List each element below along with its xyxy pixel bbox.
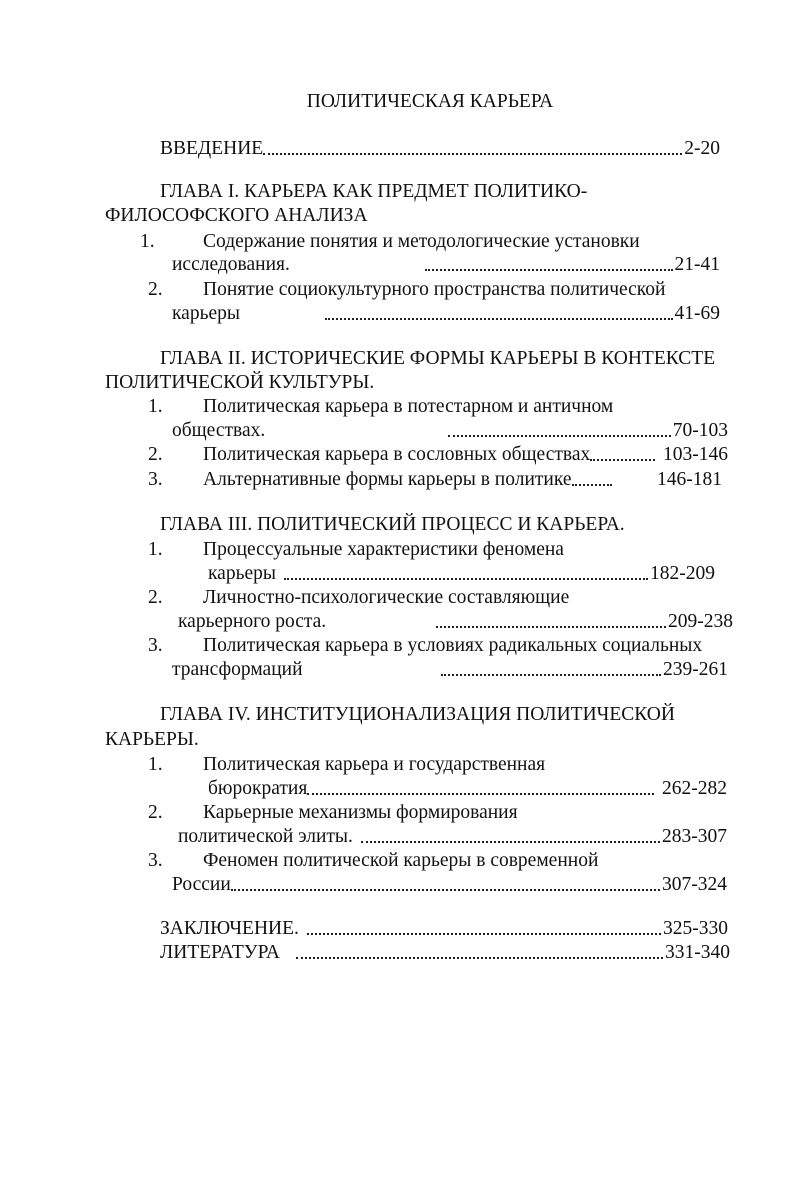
- section-num: 1.: [140, 231, 155, 252]
- entry-pages: 307-324: [662, 874, 727, 895]
- section-title: России: [172, 874, 231, 895]
- section-num: 2.: [148, 802, 163, 823]
- section-num: 1.: [148, 754, 163, 775]
- entry-label: ЛИТЕРАТУРА: [160, 942, 280, 963]
- chapter-title: ГЛАВА IV. ИНСТИТУЦИОНАЛИЗАЦИЯ ПОЛИТИЧЕСКОЙ: [160, 704, 675, 725]
- entry-pages: 146-181: [657, 469, 722, 490]
- chapter-title: ГЛАВА III. ПОЛИТИЧЕСКИЙ ПРОЦЕСС И КАРЬЕРА.: [160, 514, 625, 535]
- entry-pages: 209-238: [668, 611, 733, 632]
- section-title: Понятие социокультурного пространства политической: [203, 279, 666, 300]
- section-num: 2.: [148, 279, 163, 300]
- dot-leader: [284, 578, 648, 580]
- section-title: Политическая карьера в потестарном и античном: [203, 396, 614, 417]
- entry-pages: 331-340: [665, 942, 730, 963]
- dot-leader: [448, 435, 671, 437]
- section-title: карьерного роста.: [178, 611, 327, 632]
- toc-entry: [172, 302, 720, 326]
- toc-entry-intro: [160, 137, 720, 161]
- chapter-title: ГЛАВА II. ИСТОРИЧЕСКИЕ ФОРМЫ КАРЬЕРЫ В КОНТЕКСТЕ: [160, 348, 716, 369]
- entry-label: ЗАКЛЮЧЕНИЕ.: [160, 918, 299, 939]
- dot-leader: [325, 318, 673, 320]
- section-title: карьеры: [172, 303, 240, 324]
- section-num: 1.: [148, 539, 163, 560]
- section-title: политической элиты.: [178, 826, 353, 847]
- entry-pages: 41-69: [674, 303, 720, 324]
- toc-entry: [208, 562, 715, 586]
- toc-entry: [172, 658, 728, 682]
- entry-pages: 182-209: [650, 563, 715, 584]
- section-title: исследования.: [172, 254, 290, 275]
- dot-leader: [263, 153, 682, 155]
- section-title: Феномен политической карьеры в современной: [203, 850, 599, 871]
- toc-entry: [172, 419, 728, 443]
- entry-pages: 103-146: [663, 444, 728, 465]
- dot-leader: [436, 626, 666, 628]
- dot-leader: [231, 889, 660, 891]
- entry-pages: 262-282: [662, 778, 727, 799]
- section-title: обществах.: [172, 420, 266, 441]
- toc-entry: [178, 610, 733, 634]
- entry-label: ВВЕДЕНИЕ: [160, 138, 264, 159]
- chapter-title: КАРЬЕРЫ.: [105, 729, 199, 750]
- dot-leader: [590, 459, 655, 461]
- dot-leader: [307, 933, 661, 935]
- chapter-title: ГЛАВА I. КАРЬЕРА КАК ПРЕДМЕТ ПОЛИТИКО-: [160, 181, 588, 202]
- chapter-title: ФИЛОСОФСКОГО АНАЛИЗА: [105, 205, 368, 226]
- toc-entry: [178, 825, 727, 849]
- section-num: 3.: [148, 469, 163, 490]
- toc-entry-literature: [160, 941, 730, 965]
- section-title: Карьерные механизмы формирования: [203, 802, 518, 823]
- toc-entry: [203, 443, 728, 467]
- entry-pages: 239-261: [663, 659, 728, 680]
- section-title: бюрократия: [208, 778, 308, 799]
- section-title: Альтернативные формы карьеры в политике: [203, 469, 572, 490]
- page-title: ПОЛИТИЧЕСКАЯ КАРЬЕРА: [306, 91, 554, 112]
- toc-entry: [172, 253, 720, 277]
- section-num: 1.: [148, 396, 163, 417]
- section-num: 3.: [148, 850, 163, 871]
- dot-leader: [296, 957, 663, 959]
- section-title: карьеры: [208, 563, 276, 584]
- toc-entry-conclusion: [160, 917, 728, 941]
- section-title: Политическая карьера в сословных обществах: [203, 444, 591, 465]
- dot-leader: [361, 841, 660, 843]
- toc-entry: [208, 777, 727, 801]
- section-num: 3.: [148, 635, 163, 656]
- section-title: Содержание понятия и методологические установки: [203, 231, 640, 252]
- dot-leader: [425, 269, 673, 271]
- toc-entry: [172, 873, 727, 897]
- section-title: трансформаций: [172, 659, 303, 680]
- dot-leader: [572, 484, 612, 486]
- dot-leader: [307, 793, 654, 795]
- section-num: 2.: [148, 587, 163, 608]
- entry-pages: 283-307: [662, 826, 727, 847]
- section-title: Личностно-психологические составляющие: [203, 587, 570, 608]
- section-title: Политическая карьера в условиях радикальных социальных: [203, 635, 703, 656]
- chapter-title: ПОЛИТИЧЕСКОЙ КУЛЬТУРЫ.: [105, 372, 375, 393]
- section-title: Политическая карьера и государственная: [203, 754, 546, 775]
- dot-leader: [441, 674, 661, 676]
- entry-pages: 21-41: [674, 254, 720, 275]
- section-title: Процессуальные характеристики феномена: [203, 539, 564, 560]
- entry-pages: 325-330: [663, 918, 728, 939]
- entry-pages: 70-103: [672, 420, 728, 441]
- toc-entry: [203, 468, 722, 492]
- entry-pages: 2-20: [684, 138, 720, 159]
- section-num: 2.: [148, 444, 163, 465]
